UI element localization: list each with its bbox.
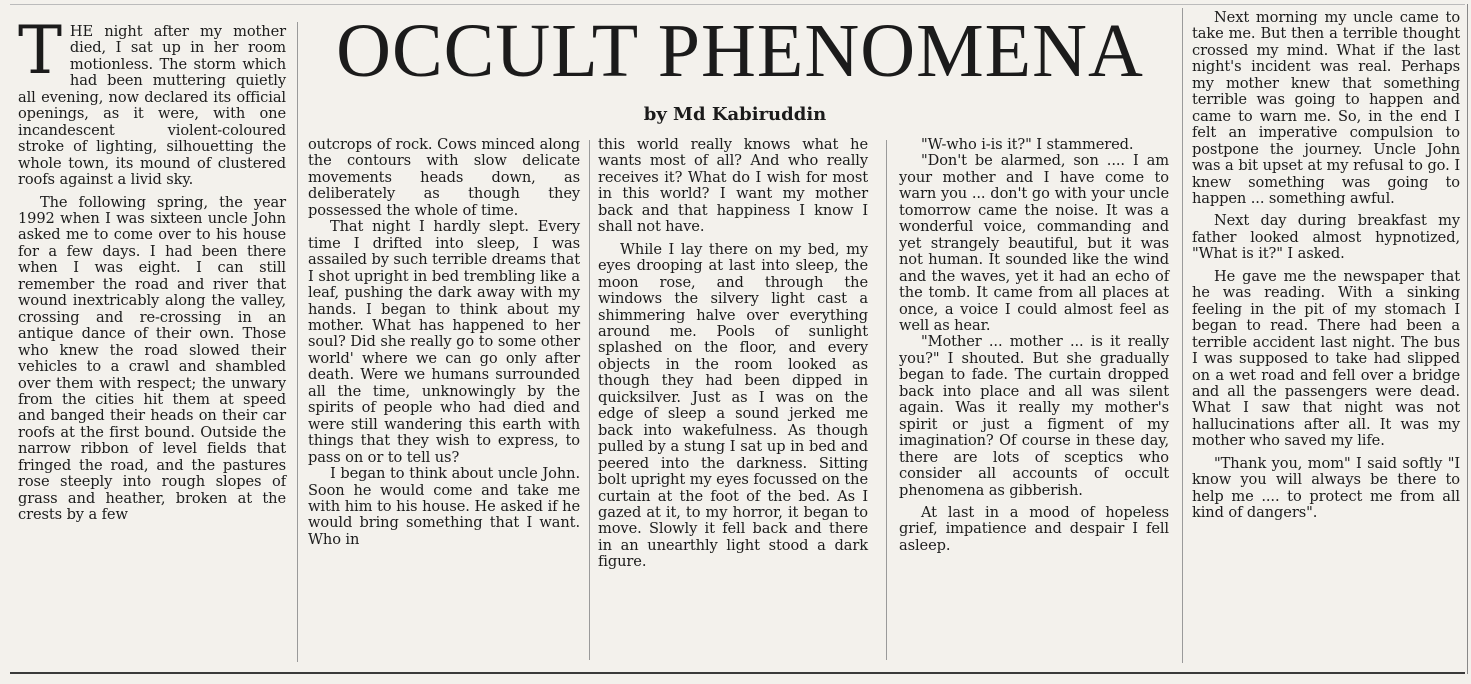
column-5	[1192, 10, 1460, 522]
headline: OCCULT PHENOMENA	[336, 9, 1144, 93]
paragraph: Next day during breakfast my father looked almost hypnotized, "What is it?" I asked.	[1192, 212, 1460, 263]
paragraph	[18, 12, 286, 189]
paragraph: I began to think about uncle John. Soon he would come and take me with him to his house. He asked if he would bring something that I want. Who in	[308, 465, 580, 548]
paragraph: While I lay there on my bed, my eyes drooping at last into sleep, the moon rose, and through the windows the silvery light cast a shimmering halve over everything around me. Pools of sunlight splashed on the floor, and every objects in the room looked as though they had been dipped in quicksilver. Just as I was on the edge of sleep a sound jerked me back into wakefulness. As though pulled by a stung I sat up in bed and peered into the darkness. Sitting bolt upright my eyes focussed on the curtain at the foot of the bed. As I gazed at it, to my horror, it began to move. Slowly it fell back and there in an unearthly light stood a dark figure.	[598, 240, 868, 571]
top-rule	[10, 4, 1465, 5]
paragraph: "Thank you, mom" I said softly "I know you will always be there to help me .... to protect me from all kind of dangers".	[1192, 454, 1460, 522]
paragraph: He gave me the newspaper that he was reading. With a sinking feeling in the pit of my stomach I began to read. There had been a terrible accident last night. The bus I was supposed to take had slipped on a wet road and fell over a bridge and all the passengers were dead. What I saw that night was not hallucinations after all. It was my mother who saved my life.	[1192, 267, 1460, 450]
column-divider	[589, 140, 590, 660]
paragraph: "Don't be alarmed, son .... I am your mother and I have come to warn you ... don't go with your uncle tomorrow came the noise. It was a wonderful voice, commanding and yet strangely beautiful, but it was not human. It sounded like the wind and the waves, yet it had an echo of the tomb. It came from all places at once, a voice I could almost feel as well as hear.	[899, 152, 1169, 334]
bottom-rule	[10, 672, 1465, 674]
column-3	[598, 137, 868, 571]
drop-cap: T	[18, 12, 62, 89]
paragraph: That night I hardly slept. Every time I drifted into sleep, I was assailed by such terrible dreams that I shot upright in bed trembling like a leaf, pushing the dark away with my hands. I began to think about my mother. What has happened to her soul? Did she really go to some other world' where we can go only after death. Were we humans surrounded all the time, unknowingly by the spirits of people who had died and were still wandering this earth with things that they wish to express, to pass on or to tell us?	[308, 218, 580, 466]
column-2	[308, 137, 580, 548]
paragraph: this world really knows what he wants most of all? And who really receives it? What do I wish for most in this world? I want my mother back and that happiness I know I shall not have.	[598, 136, 868, 236]
paragraph: "W-who i-is it?" I stammered.	[921, 136, 1134, 153]
paragraph: The following spring, the year 1992 when I was sixteen uncle John asked me to come over to his house for a few days. I had been there when I was eight. I can still remember the road and river that wound inextricably along the valley, crossing and re-crossing in an antique dance of their own. Those who knew the road slowed their vehicles to a crawl and shambled over them with respect; the unwary from the cities hit them at speed and banged their heads on their car roofs at the first bound. Outside the narrow ribbon of level fields that fringed the road, and the pastures rose steeply into rough slopes of grass and heather, broken at the crests by a few	[18, 193, 286, 524]
column-divider	[886, 140, 887, 660]
paragraph: "Mother ... mother ... is it really you?" I shouted. But she gradually began to fade. The curtain dropped back into place and all was silent again. Was it really my mother's spirit or just a figment of my imagination? Of course in these day, there are lots of sceptics who consider all accounts of occult phenomena as gibberish.	[899, 333, 1169, 499]
paragraph-text: HE night after my mother died, I sat up in her room motionless. The storm which had been muttering quietly all evening, now declared its official openings, as it were, with one incandescent violent-coloured stroke of lighting, silhouetting the whole town, its mound of clustered roofs against a livid sky.	[18, 23, 286, 189]
byline: by Md Kabiruddin	[643, 104, 827, 125]
paragraph: At last in a mood of hopeless grief, impatience and despair I fell asleep.	[899, 503, 1169, 554]
right-edge-rule	[1467, 4, 1468, 674]
column-4	[899, 137, 1169, 554]
column-divider	[1182, 8, 1183, 663]
paragraph: Next morning my uncle came to take me. But then a terrible thought crossed my mind. What if the last night's incident was real. Perhaps my mother knew that something terrible was going to happen and came to warn me. So, in the end I felt an imperative compulsion to postpone the journey. Uncle John was a bit upset at my refusal to go. I knew something was going to happen ... something awful.	[1192, 9, 1460, 207]
paragraph: outcrops of rock. Cows minced along the contours with slow delicate movements heads down, as deliberately as though they possessed the whole of time.	[308, 136, 580, 219]
column-divider	[297, 22, 298, 662]
column-1	[18, 12, 286, 524]
